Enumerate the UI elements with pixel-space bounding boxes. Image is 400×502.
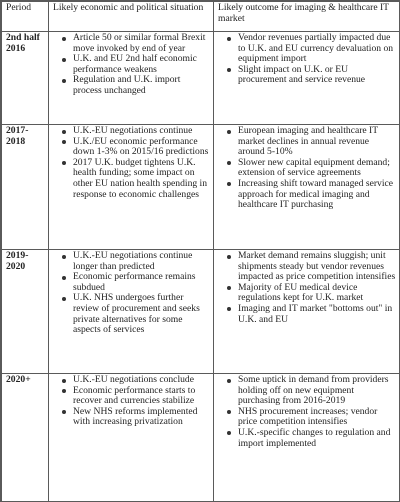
situation-cell [49, 125, 214, 250]
outcome-item: Imaging and IT market "bottoms out" in U.K. and EU [238, 304, 396, 325]
table-row [2, 250, 400, 374]
outcome-item: NHS procurement increases; vendor price competition intensifies [238, 407, 396, 428]
outcome-item: Vendor revenues partially impacted due to U.K. and EU currency devaluation on equipment import [238, 33, 396, 65]
outcome-cell [214, 125, 400, 250]
situation-item: U.K.-EU negotiations continue [73, 126, 210, 137]
situation-list [53, 126, 210, 200]
period-cell: 2nd half 2016 [2, 32, 49, 125]
outcome-item: Slower new capital equipment demand; extension of service agreements [238, 158, 396, 179]
outcome-item: Some uptick in demand from providers holding off on new equipment purchasing from 2016-2019 [238, 375, 396, 407]
period-cell: 2020+ [2, 374, 49, 502]
outcome-list [218, 33, 396, 86]
period-cell: 2017-2018 [2, 125, 49, 250]
table-row [2, 32, 400, 125]
header-situation: Likely economic and political situation [49, 2, 214, 32]
situation-item: U.K.-EU negotiations conclude [73, 375, 210, 386]
outcome-item: U.K.-specific changes to regulation and import implemented [238, 428, 396, 449]
situation-item: U.K./EU economic performance down 1-3% on 2015/16 predictions [73, 135, 209, 158]
outcome-cell [214, 32, 400, 125]
situation-cell [49, 374, 214, 502]
outcome-list [218, 251, 396, 325]
period-cell: 2019-2020 [2, 250, 49, 374]
situation-item: Article 50 or similar formal Brexit move invoked by end of year [73, 33, 210, 54]
table-row [2, 374, 400, 502]
situation-item: U.K. and EU 2nd half economic performance weakens [73, 54, 210, 75]
situation-cell [49, 32, 214, 125]
outcome-item: Increasing shift toward managed service approach for medical imaging and healthcare IT purchasing [238, 179, 396, 211]
outcome-item: Market demand remains sluggish; unit shipments steady but vendor revenues impacted as price competition intensifies [238, 250, 396, 283]
situation-item: Economic performance starts to recover and currencies stabilize [73, 386, 210, 407]
situation-cell [49, 250, 214, 374]
situation-list [53, 375, 210, 428]
situation-item: Regulation and U.K. import process unchanged [73, 75, 210, 96]
outcome-list [218, 126, 396, 211]
situation-item: U.K. NHS undergoes further review of procurement and seeks private alternatives for some aspects of services [73, 293, 210, 335]
outcome-item: Slight impact on U.K. or EU procurement and service revenue [238, 65, 396, 86]
outcome-item: Majority of EU medical device regulations kept for U.K. market [238, 283, 396, 304]
situation-list [53, 251, 210, 336]
brexit-scenario-table [1, 1, 400, 502]
outcome-cell [214, 374, 400, 502]
situation-item: U.K.-EU negotiations continue longer than predicted [73, 251, 210, 272]
outcome-list [218, 375, 396, 449]
situation-item: 2017 U.K. budget tightens U.K. health funding; some impact on other EU nation health spending in response to economic challenges [73, 158, 210, 200]
situation-item: Economic performance remains subdued [73, 272, 210, 293]
situation-list [53, 33, 210, 97]
situation-item: New NHS reforms implemented with increasing privatization [73, 407, 210, 428]
outcome-item: European imaging and healthcare IT market declines in annual revenue around 5-10% [238, 126, 396, 158]
header-outcome: Likely outcome for imaging & healthcare IT market [214, 2, 400, 32]
table-row [2, 125, 400, 250]
header-period: Period [2, 2, 49, 32]
table-header-row [2, 2, 400, 32]
outcome-cell [214, 250, 400, 374]
